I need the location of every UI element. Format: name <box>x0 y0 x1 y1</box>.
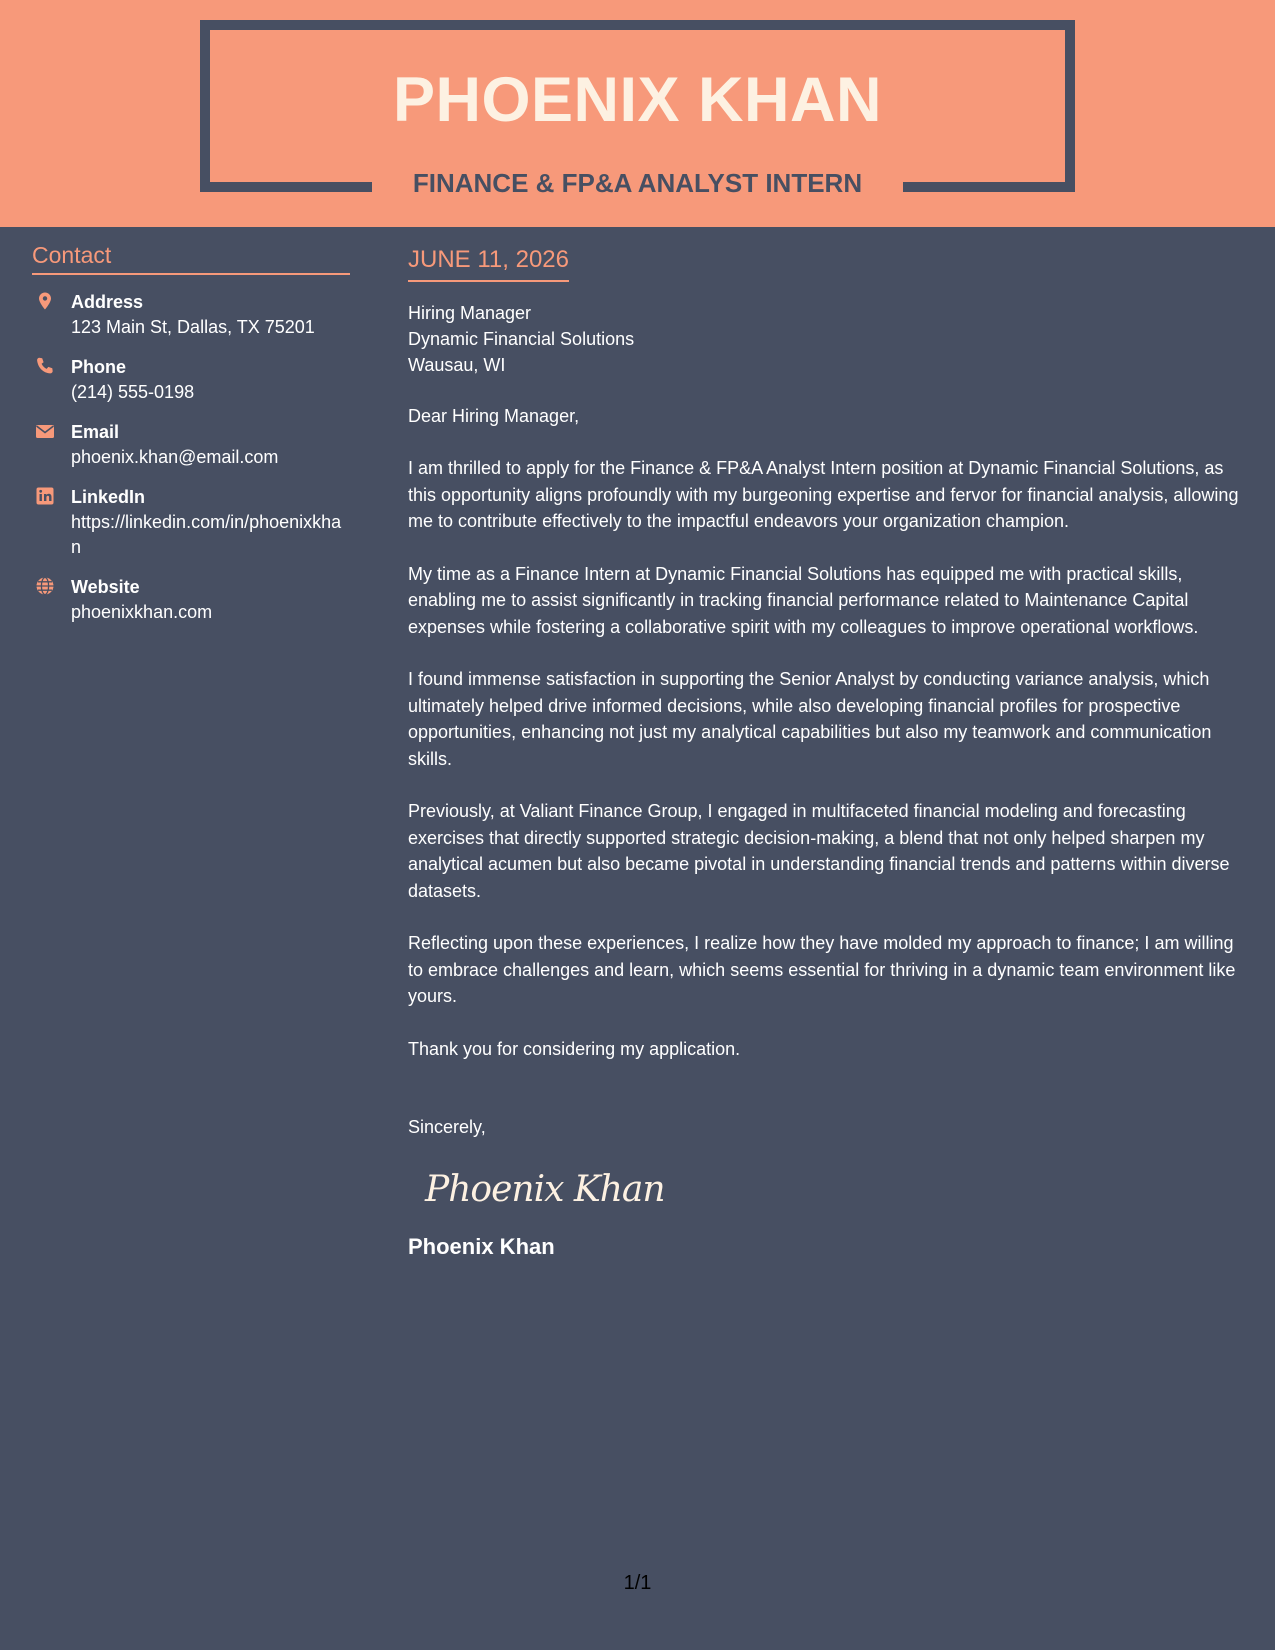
website-value[interactable]: phoenixkhan.com <box>71 602 213 622</box>
phone-value[interactable]: (214) 555-0198 <box>71 382 195 402</box>
globe-icon <box>35 576 55 596</box>
recipient-location: Wausau, WI <box>408 355 506 375</box>
contact-sidebar <box>32 240 350 625</box>
contact-item-phone <box>32 354 350 405</box>
letter-body <box>408 244 1248 1262</box>
paragraph: Reflecting upon these experiences, I realize how they have molded my approach to finance; I am willing to embrace challenges and learn, which seems essential for thriving in a dynamic team environment like yours. <box>408 933 1236 1006</box>
recipient-title: Hiring Manager <box>408 303 532 323</box>
header-banner <box>0 0 1275 227</box>
contact-item-linkedin <box>32 484 350 560</box>
email-value[interactable]: phoenix.khan@email.com <box>71 447 279 467</box>
salutation: Dear Hiring Manager, <box>408 406 580 426</box>
location-pin-icon <box>35 291 55 311</box>
contact-label: Address <box>71 292 144 312</box>
linkedin-icon <box>35 486 55 506</box>
closing: Sincerely, <box>408 1117 486 1137</box>
contact-item-address <box>32 289 350 340</box>
envelope-icon <box>35 421 55 441</box>
job-title: FINANCE & FP&A ANALYST INTERN <box>412 168 863 198</box>
paragraph: Thank you for considering my application. <box>408 1038 741 1059</box>
contact-label: Website <box>71 577 140 597</box>
page-number: 1/1 <box>623 1572 652 1594</box>
letter-date: JUNE 11, 2026 <box>408 244 569 282</box>
contact-label: LinkedIn <box>71 487 146 507</box>
contact-label: Email <box>71 422 120 442</box>
paragraph: Previously, at Valiant Finance Group, I engaged in multifaceted financial modeling and forecasting exercises that directly supported strategic decision-making, a blend that not only helped sharpen my analytical acumen but also became pivotal in understanding financial trends and patterns within diverse datasets. <box>408 801 1230 901</box>
paragraph: My time as a Finance Intern at Dynamic Financial Solutions has equipped me with practical skills, enabling me to assist significantly in tracking financial performance related to Maintenance Capital expenses while fostering a collaborative spirit with my colleagues to improve operational workflows. <box>408 563 1199 637</box>
address-value: 123 Main St, Dallas, TX 75201 <box>71 317 315 337</box>
signer-name: Phoenix Khan <box>408 1234 555 1259</box>
frame-top-border <box>200 20 1075 30</box>
recipient-company: Dynamic Financial Solutions <box>408 329 635 349</box>
paragraph: I am thrilled to apply for the Finance & FP&A Analyst Intern position at Dynamic Financial Solutions, as this opportunity aligns profoundly with my burgeoning expertise and fervor for financial analysis, allowing me to contribute effectively to the impactful endeavors your organization champion. <box>408 458 1239 531</box>
handwritten-signature: Phoenix Khan <box>425 1169 665 1210</box>
linkedin-value[interactable]: https://linkedin.com/in/phoenixkhan <box>71 512 342 557</box>
phone-icon <box>35 356 55 376</box>
paragraph: I found immense satisfaction in supporting the Senior Analyst by conducting variance analysis, which ultimately helped drive informed decisions, while also developing financial profiles for prospective opportunities, enhancing not just my analytical capabilities but also my teamwork and communication skills. <box>408 669 1212 769</box>
contact-item-email <box>32 419 350 470</box>
contact-label: Phone <box>71 357 127 377</box>
recipient-block <box>408 300 1248 378</box>
applicant-name: PHOENIX KHAN <box>392 65 883 135</box>
contact-heading: Contact <box>32 240 350 275</box>
contact-item-website <box>32 574 350 625</box>
